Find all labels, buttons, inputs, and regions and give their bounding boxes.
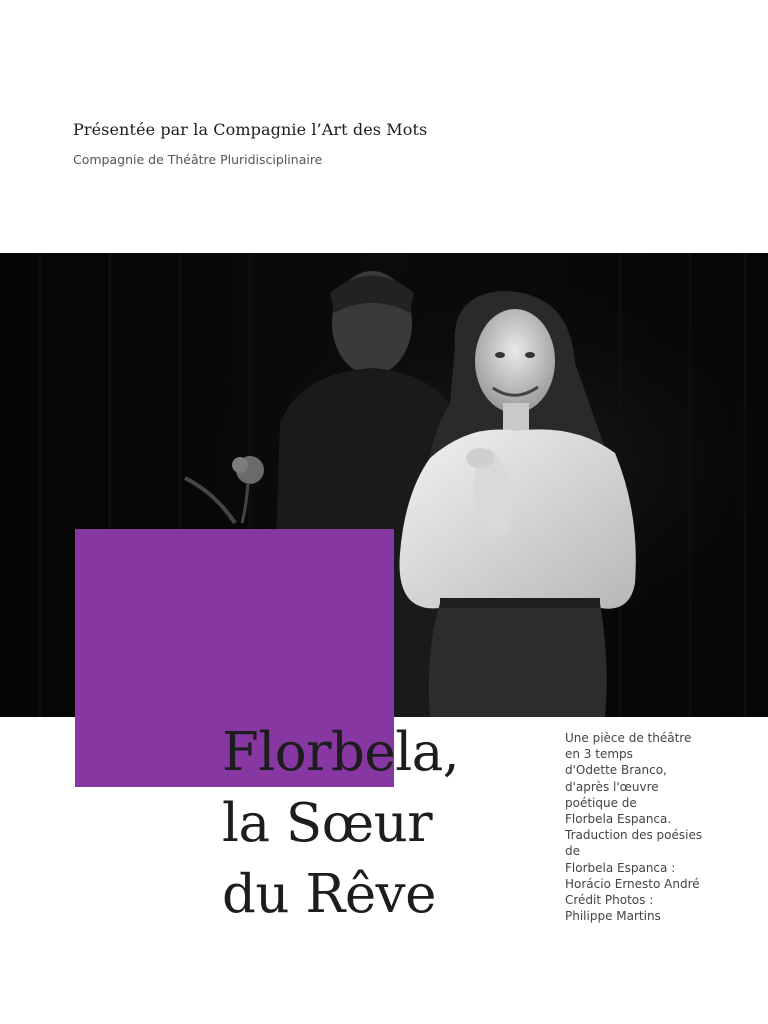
credits-line: Florbela Espanca. <box>565 812 672 827</box>
credits-line: en 3 temps <box>565 747 633 762</box>
play-title <box>222 717 459 930</box>
company-subtitle: Compagnie de Théâtre Pluridisciplinaire <box>73 152 323 167</box>
credits-line: d'après l'œuvre <box>565 779 659 794</box>
presenter-line: Présentée par la Compagnie l’Art des Mots <box>73 120 428 139</box>
title-line-3: du Rêve <box>222 864 436 925</box>
credits-line: d'Odette Branco, <box>565 763 667 778</box>
credits-line: Philippe Martins <box>565 909 661 924</box>
credits-line: Une pièce de théâtre <box>565 731 692 745</box>
title-line-2: la Sœur <box>222 793 433 854</box>
credits-line: Horácio Ernesto André <box>565 876 700 891</box>
credits-line: poétique de <box>565 795 637 810</box>
credits-line: Florbela Espanca : <box>565 860 676 875</box>
credits-line: de <box>565 844 580 859</box>
credits-block <box>565 730 745 924</box>
title-line-1: Florbela, <box>222 722 460 783</box>
credits-line: Traduction des poésies <box>565 828 703 843</box>
credits-line: Crédit Photos : <box>565 893 654 908</box>
